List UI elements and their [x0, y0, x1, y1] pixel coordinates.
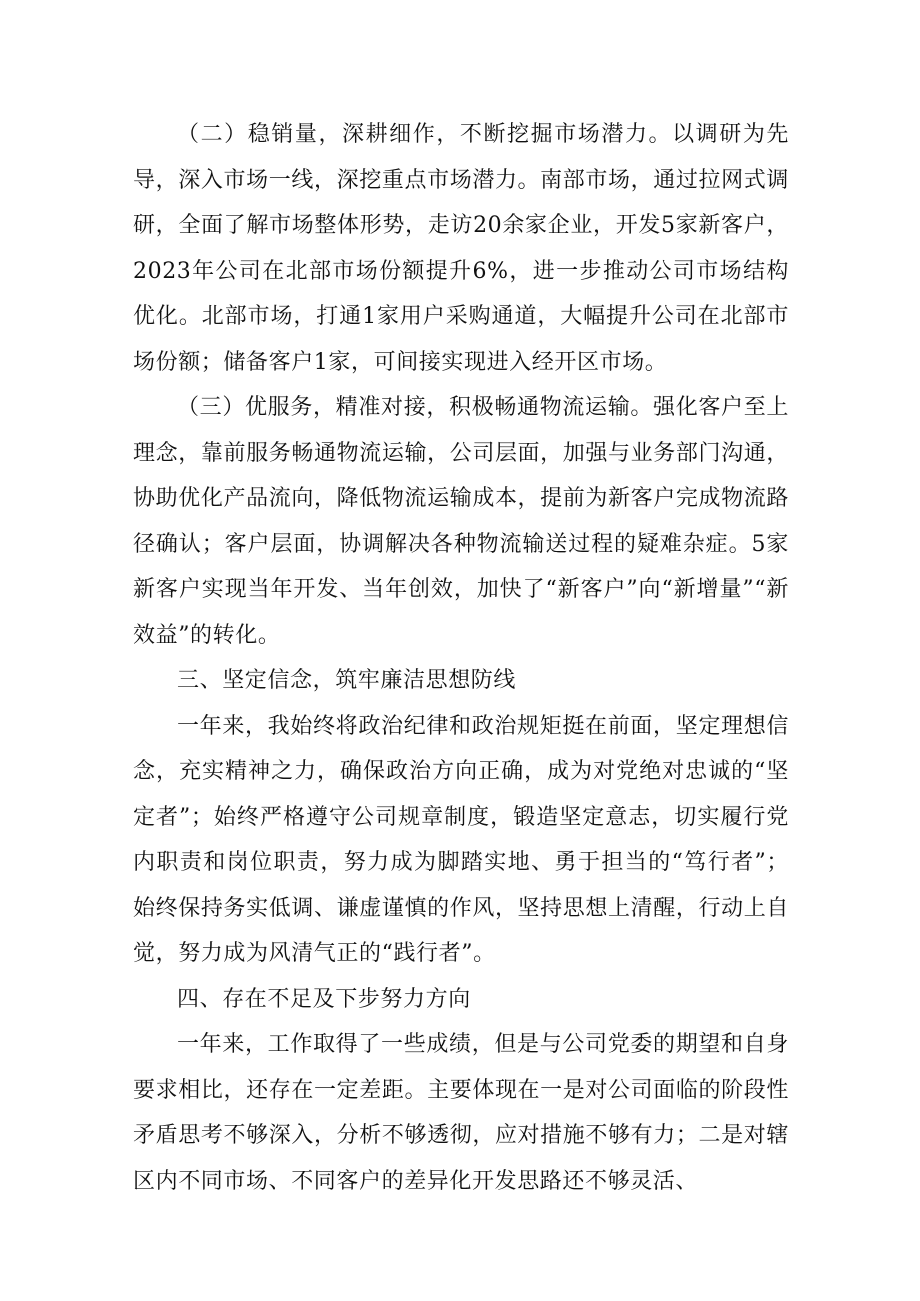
- section-heading-shortcomings: 四、存在不足及下步努力方向: [177, 986, 471, 1012]
- section-heading-integrity: 三、坚定信念，筑牢廉洁思想防线: [177, 668, 517, 693]
- paragraph-integrity: 一年来，我始终将政治纪律和政治规矩挺在前面，坚定理想信念，充实精神之力，确保政治方向正确，成为对党绝对忠诚的“坚定者”；始终严格遵守公司规章制度，锻造坚定意志，切实履行党内职责和岗位职责，努力成为脚踏实地、勇于担当的“笃行者”；始终保持务实低调、谦虚谨慎的作风，坚持思想上清醒，行动上自觉，努力成为风清气正的“践行者”。: [133, 713, 789, 966]
- paragraph-service-logistics: （三）优服务，精准对接，积极畅通物流运输。强化客户至上理念，靠前服务畅通物流运输，公司层面，加强与业务部门沟通，协助优化产品流向，降低物流运输成本，提前为新客户完成物流路径确认；客户层面，协调解决各种物流输送过程的疑难杂症。5家新客户实现当年开发、当年创效，加快了“新客户”向“新增量”“新效益”的转化。: [133, 395, 789, 648]
- paragraph-shortcomings: 一年来，工作取得了一些成绩，但是与公司党委的期望和自身要求相比，还存在一定差距。主要体现在一是对公司面临的阶段性矛盾思考不够深入，分析不够透彻，应对措施不够有力；二是对辖区内不同市场、不同客户的差异化开发思路还不够灵活、: [133, 1032, 789, 1194]
- paragraph-sales-volume: （二）稳销量，深耕细作，不断挖掘市场潜力。以调研为先导，深入市场一线，深挖重点市场潜力。南部市场，通过拉网式调研，全面了解市场整体形势，走访20余家企业，开发5家新客户，2023年公司在北部市场份额提升6%，进一步推动公司市场结构优化。北部市场，打通1家用户采购通道，大幅提升公司在北部市场份额；储备客户1家，可间接实现进入经开区市场。: [133, 122, 789, 375]
- document-body: [133, 112, 789, 1204]
